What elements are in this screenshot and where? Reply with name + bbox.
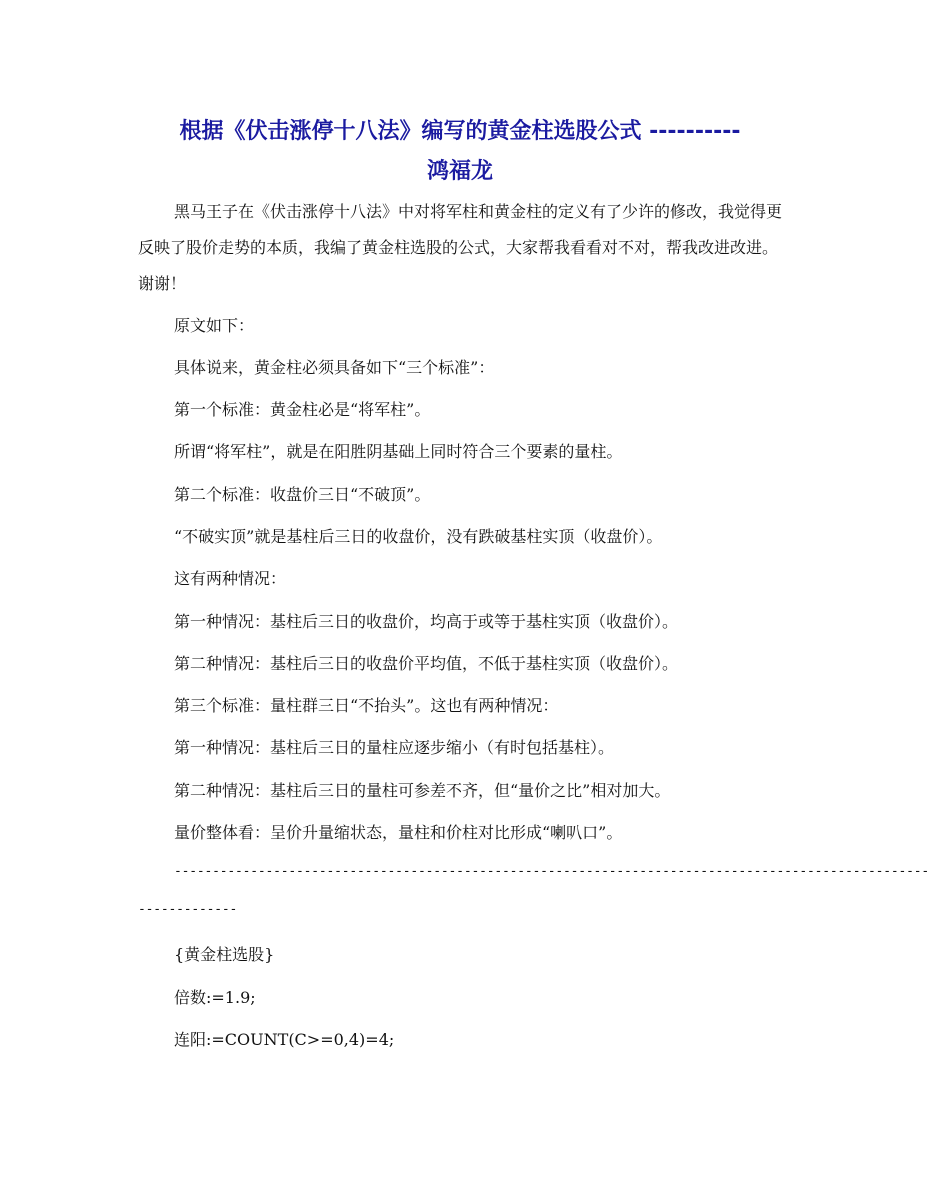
text-line-two-cases: 这有两种情况：: [174, 569, 287, 588]
text-line-case-2a: 第二种情况：基柱后三日的收盘价平均值，不低于基柱实顶（收盘价）。: [174, 654, 679, 673]
text-line-case-1b: 第一种情况：基柱后三日的量柱应逐步缩小（有时包括基柱）。: [174, 738, 615, 757]
document-title-line-1: 根据《伏击涨停十八法》编写的黄金柱选股公式 ----------: [179, 119, 741, 144]
text-line-case-1a: 第一种情况：基柱后三日的收盘价，均高于或等于基柱实顶（收盘价）。: [174, 612, 679, 631]
text-line-case-2b: 第二种情况：基柱后三日的量柱可参差不齐，但“量价之比”相对加大。: [174, 781, 671, 800]
text-line-overall: 量价整体看：呈价升量缩状态，量柱和价柱对比形成“喇叭口”。: [174, 823, 623, 842]
code-line-multiplier: 倍数:=1.9;: [174, 988, 256, 1007]
code-line-consecutive-up: 连阳:=COUNT(C>=0,4)=4;: [174, 1030, 395, 1049]
text-line-standard-2: 第二个标准：收盘价三日“不破顶”。: [174, 485, 431, 504]
text-line-standard-1: 第一个标准：黄金柱必是“将军柱”。: [174, 400, 431, 419]
dashed-separator-line-2: -------------: [138, 902, 238, 917]
intro-paragraph: 黑马王子在《伏击涨停十八法》中对将军柱和黄金柱的定义有了少许的修改，我觉得更反映了股价走势的本质，我编了黄金柱选股的公式，大家帮我看看对不对，帮我改进改进。谢谢！: [138, 202, 783, 293]
text-line-general-bar: 所谓“将军柱”，就是在阳胜阴基础上同时符合三个要素的量柱。: [174, 442, 623, 461]
dashed-separator-line-1: ---------------------------------------------------------------------------------------------------: [174, 864, 929, 879]
text-line-not-break-top: “不破实顶”就是基柱后三日的收盘价，没有跌破基柱实顶（收盘价）。: [174, 527, 663, 546]
document-title-line-2: 鸿福龙: [426, 159, 493, 184]
text-line-standard-3: 第三个标准：量柱群三日“不抬头”。这也有两种情况：: [174, 696, 559, 715]
text-line-three-standards: 具体说来，黄金柱必须具备如下“三个标准”：: [174, 358, 495, 377]
code-line-comment: {黄金柱选股}: [174, 945, 275, 964]
text-line-original: 原文如下：: [174, 316, 255, 335]
